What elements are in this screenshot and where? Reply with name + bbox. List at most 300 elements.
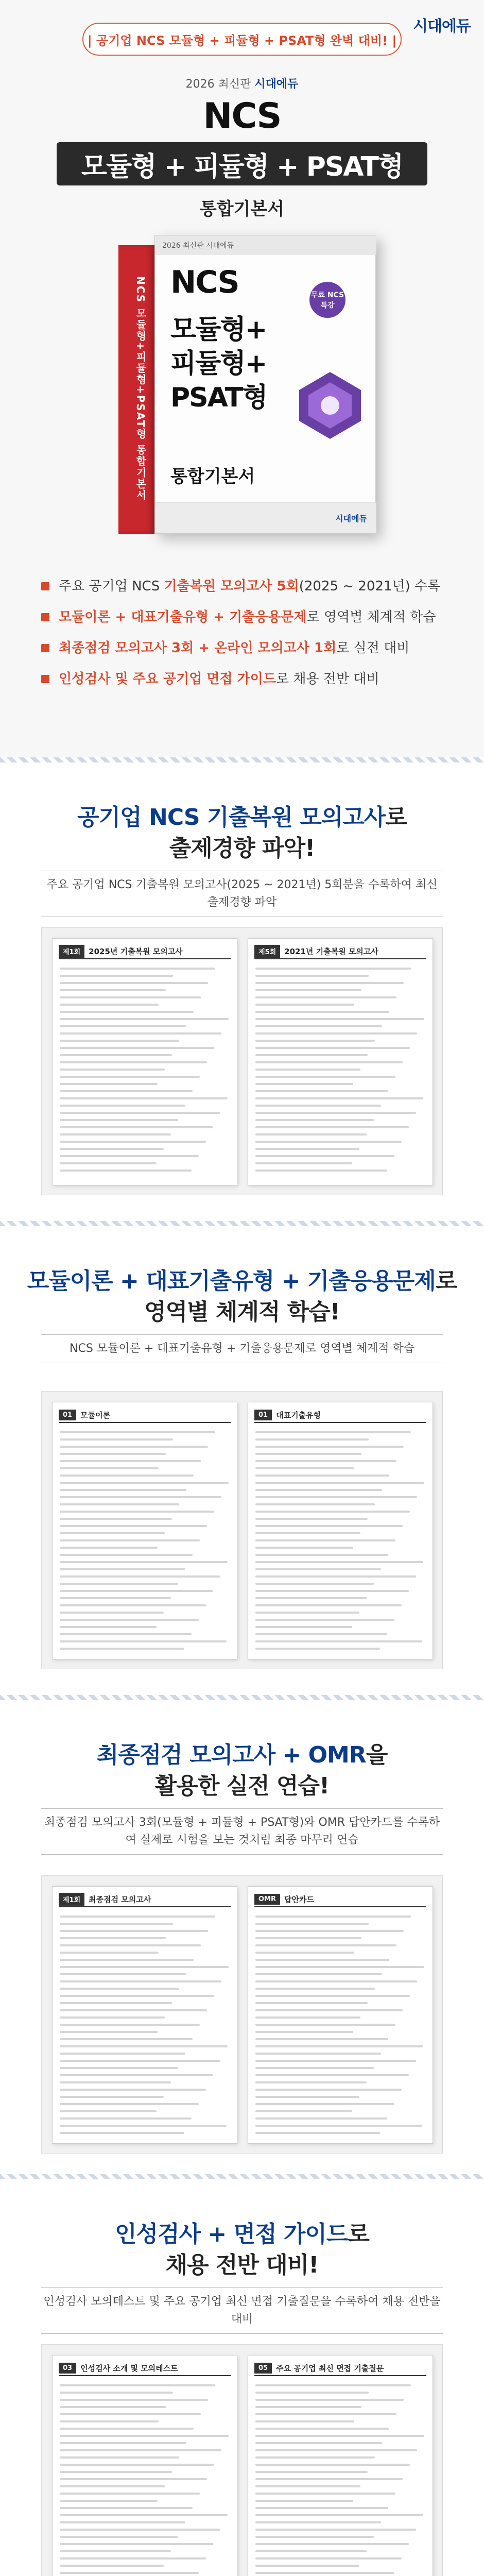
text-line	[255, 1112, 416, 1114]
text-line	[255, 2074, 409, 2076]
text-line	[255, 1083, 353, 1085]
text-line	[255, 1105, 381, 1107]
text-line	[255, 1438, 369, 1440]
heading-suffix: 을	[366, 1742, 388, 1768]
text-line	[255, 2456, 375, 2459]
cover-badge: 무료 NCS 특강	[309, 282, 345, 318]
sample-tag: 01	[254, 1410, 272, 1420]
text-line	[60, 2536, 178, 2538]
text-line	[60, 1532, 165, 1534]
section-divider	[0, 757, 484, 762]
text-line	[255, 2435, 424, 2437]
text-line	[60, 1076, 200, 1078]
hero-type: 통합기본서	[199, 199, 285, 219]
hero-subtitle	[0, 75, 484, 91]
sample-tag: 제1회	[59, 945, 84, 958]
text-line	[255, 996, 396, 998]
text-line	[60, 1648, 184, 1650]
text-line	[60, 2096, 164, 2098]
bullet-icon	[41, 582, 49, 590]
text-line	[255, 1032, 417, 1035]
text-line	[60, 2478, 207, 2480]
sample-tag: 제5회	[254, 945, 280, 958]
text-line	[255, 1980, 417, 1982]
text-line	[255, 2565, 359, 2567]
text-line	[60, 1930, 208, 1932]
hero-badge: | 공기업 NCS 모듈형 + 피듈형 + PSAT형 완벽 대비! |	[82, 23, 402, 56]
text-line	[255, 1575, 416, 1578]
text-line	[60, 1973, 186, 1975]
sample-preview	[41, 927, 443, 1195]
text-line	[255, 2413, 396, 2415]
text-line	[255, 1561, 423, 1563]
heading-suffix: 로	[385, 804, 407, 831]
text-line	[60, 2009, 207, 2011]
text-line	[255, 1004, 354, 1006]
text-line	[60, 2103, 199, 2105]
spine-text: NCS 모듈형+피듈형+PSAT형 통합기본서	[134, 276, 147, 501]
point-text: 로 실전 대비	[336, 640, 410, 656]
hero-point	[41, 639, 443, 657]
text-line	[60, 1126, 213, 1128]
text-line	[60, 2493, 200, 2495]
text-line	[255, 2464, 410, 2466]
bullet-icon	[41, 675, 49, 683]
text-line	[60, 1539, 200, 1541]
text-line	[60, 2521, 185, 2523]
text-line	[255, 2002, 368, 2004]
text-line	[60, 1966, 229, 1968]
text-line	[255, 1612, 359, 1614]
text-line	[60, 968, 215, 970]
text-line	[255, 2536, 374, 2538]
section-divider	[0, 1221, 484, 1226]
text-line	[60, 2384, 215, 2386]
sample-preview	[41, 2344, 443, 2576]
book-cover	[154, 235, 376, 534]
text-line	[255, 1583, 374, 1585]
text-line	[60, 1575, 220, 1578]
text-line	[60, 1011, 194, 1013]
sample-page	[248, 938, 433, 1185]
text-line	[60, 1988, 179, 1990]
text-line	[60, 2399, 208, 2401]
hero-year: 2026 최신판	[185, 78, 251, 91]
sample-header	[254, 2361, 426, 2376]
text-line	[255, 2392, 369, 2394]
text-line	[60, 1597, 171, 1599]
text-line	[255, 1133, 367, 1136]
text-line	[255, 1626, 352, 1628]
text-line	[60, 1170, 192, 1172]
text-line	[60, 1937, 166, 1939]
heading-highlight: 공기업 NCS 기출복원 모의고사	[77, 804, 386, 831]
text-line	[60, 1069, 165, 1071]
text-line	[255, 1525, 403, 1527]
text-line	[255, 1453, 361, 1455]
text-line	[60, 2053, 185, 2055]
sample-title: 대표기출유형	[276, 1410, 321, 1420]
section-divider	[0, 2174, 484, 2179]
text-line	[255, 2053, 381, 2055]
text-line	[255, 2016, 360, 2019]
text-line	[60, 2456, 179, 2459]
text-line	[255, 1547, 353, 1549]
hero-point	[41, 577, 443, 596]
text-line	[255, 1162, 352, 1164]
text-line	[255, 1061, 403, 1063]
text-line	[255, 968, 411, 970]
text-line	[255, 1944, 396, 1946]
text-line	[60, 1018, 229, 1020]
book-image	[98, 235, 386, 544]
text-line	[255, 1568, 381, 1570]
section-heading	[0, 2215, 484, 2248]
text-line	[255, 1959, 389, 1961]
section-desc: 최종점검 모의고사 3회(모듈형 + 피듈형 + PSAT형)와 OMR 답안카드를 수록하여 실제로 시험을 보는 것처럼 최종 마무리 연습	[41, 1808, 443, 1855]
text-line	[60, 1083, 158, 1085]
text-line	[255, 1640, 422, 1642]
text-line	[60, 2572, 199, 2574]
text-line	[60, 2024, 200, 2026]
text-line	[60, 1952, 159, 1954]
text-line	[60, 1923, 173, 1925]
text-line	[60, 1568, 185, 1570]
text-line	[255, 1126, 409, 1128]
text-line	[255, 2500, 353, 2502]
cover-line-1: 모듈형+	[170, 314, 267, 345]
text-line	[255, 2572, 394, 2574]
sample-page	[52, 1886, 237, 2144]
text-line	[255, 2521, 381, 2523]
text-line	[255, 1633, 387, 1635]
text-line	[60, 1633, 192, 1635]
text-line	[255, 1973, 382, 1975]
text-line	[255, 975, 369, 977]
text-line	[255, 2550, 367, 2552]
text-line	[60, 1511, 214, 1513]
text-line	[60, 2045, 228, 2047]
section-heading	[0, 1262, 484, 1295]
text-line	[60, 2464, 214, 2466]
text-line	[60, 1482, 229, 1484]
text-line	[60, 1047, 214, 1049]
text-line	[60, 1590, 213, 1592]
text-line	[60, 2132, 184, 2134]
text-line	[255, 2507, 388, 2509]
text-line	[255, 1011, 389, 1013]
bullet-icon	[41, 613, 49, 621]
text-line	[255, 1047, 410, 1049]
cover-ncs: NCS	[170, 264, 239, 300]
text-line	[60, 1980, 221, 1982]
text-line	[255, 2067, 374, 2069]
sample-header	[254, 944, 426, 959]
text-line	[60, 1995, 214, 1997]
heading-highlight: 최종점검 모의고사 + OMR	[96, 1742, 366, 1768]
cover-line-3: PSAT형	[170, 382, 267, 413]
text-line	[60, 1547, 158, 1549]
text-line	[60, 1475, 194, 1477]
sample-tag: 05	[254, 2363, 272, 2374]
text-line	[255, 1503, 375, 1505]
text-line	[60, 1431, 215, 1433]
text-line	[60, 1148, 164, 1150]
sample-title: 모듈이론	[80, 1410, 111, 1420]
sample-tag: 제1회	[59, 1893, 84, 1906]
sample-page	[52, 1402, 237, 1659]
text-line	[255, 2449, 417, 2451]
text-line	[60, 2031, 158, 2033]
text-line	[255, 1467, 354, 1469]
text-line	[60, 989, 166, 991]
text-line	[60, 2060, 220, 2062]
sample-title: 주요 공기업 최신 면접 기출질문	[276, 2363, 384, 2373]
heading-suffix: 로	[435, 1268, 457, 1294]
text-line	[60, 2392, 173, 2394]
cover-logo: 시대에듀	[335, 514, 367, 523]
section-heading-2: 영역별 체계적 학습!	[144, 1299, 340, 1325]
text-line	[255, 1040, 375, 1042]
text-line	[255, 1532, 360, 1534]
text-line	[60, 1626, 157, 1628]
text-line	[255, 2471, 368, 2473]
text-line	[60, 2507, 193, 2509]
text-line	[255, 1054, 368, 1056]
sample-header	[59, 944, 231, 959]
text-line	[60, 1489, 186, 1491]
text-line	[60, 975, 173, 977]
text-line	[255, 1155, 394, 1157]
text-line	[60, 1061, 207, 1063]
text-line	[60, 982, 208, 984]
text-line	[60, 2557, 206, 2560]
text-line	[255, 2009, 403, 2011]
text-line	[255, 1590, 409, 1592]
text-line	[255, 2428, 389, 2430]
sample-title: 2021년 기출복원 모의고사	[284, 946, 378, 956]
hero-section	[0, 0, 484, 757]
text-line	[255, 2132, 380, 2134]
text-line	[255, 1431, 411, 1433]
text-line	[255, 2089, 402, 2091]
text-line	[60, 2449, 221, 2451]
text-line	[60, 2550, 171, 2552]
text-line	[60, 2442, 186, 2444]
text-line	[60, 1561, 228, 1563]
text-line	[255, 2031, 353, 2033]
text-line	[60, 2413, 201, 2415]
text-line	[60, 2485, 165, 2487]
omr-sheet	[248, 1886, 433, 2144]
sample-preview	[41, 1391, 443, 1669]
point-highlight: 모듈이론 + 대표기출유형 + 기출응용문제	[59, 609, 307, 625]
book-spine	[118, 245, 154, 534]
section-desc: NCS 모듈이론 + 대표기출유형 + 기출응용문제로 영역별 체계적 학습	[41, 1334, 443, 1363]
text-line	[255, 1952, 354, 1954]
text-line	[255, 2399, 404, 2401]
hero-points	[41, 577, 443, 701]
text-line	[60, 1916, 215, 1918]
text-line	[255, 1554, 388, 1556]
text-line	[60, 2435, 229, 2437]
feature-section-2	[0, 1221, 484, 1695]
text-line	[255, 1966, 424, 1968]
text-line	[60, 2529, 220, 2531]
sample-page	[52, 2355, 237, 2576]
text-line	[255, 2485, 360, 2487]
text-line	[255, 1119, 374, 1121]
text-line	[255, 2045, 423, 2047]
sample-page	[248, 1402, 433, 1659]
section-desc: 인성검사 모의테스트 및 주요 공기업 최신 면접 기출질문을 수록하여 채용 전반을 대비	[41, 2287, 443, 2334]
text-line	[60, 1496, 221, 1498]
brand-logo: 시대에듀	[413, 18, 471, 36]
text-line	[60, 2500, 158, 2502]
text-line	[60, 1503, 179, 1505]
text-line	[60, 2471, 172, 2473]
text-line	[255, 1076, 395, 1078]
text-line	[255, 1025, 382, 1027]
point-text: 주요 공기업 NCS	[59, 579, 164, 594]
text-line	[255, 2110, 352, 2112]
text-line	[60, 1453, 166, 1455]
text-line	[255, 1539, 395, 1541]
text-line	[60, 1619, 199, 1621]
sample-header	[59, 1408, 231, 1423]
text-line	[255, 2493, 395, 2495]
text-line	[60, 2428, 194, 2430]
text-line	[255, 2103, 394, 2105]
text-line	[60, 1105, 185, 1107]
text-line	[60, 1162, 157, 1164]
text-line	[60, 1004, 159, 1006]
point-highlight: 기출복원 모의고사 5회	[164, 579, 299, 594]
sample-title: 2025년 기출복원 모의고사	[89, 946, 183, 956]
heading-highlight: 인성검사 + 면접 가이드	[115, 2221, 348, 2247]
text-line	[60, 1612, 164, 1614]
text-line	[255, 2024, 395, 2026]
sample-header	[59, 2361, 231, 2376]
text-line	[255, 2514, 423, 2516]
cover-line-2: 피듈형+	[170, 348, 267, 379]
text-line	[60, 2067, 178, 2069]
text-line	[255, 2529, 416, 2531]
text-line	[60, 1959, 194, 1961]
sample-title: 최종점검 모의고사	[89, 1894, 151, 1904]
text-line	[255, 2038, 388, 2040]
text-line	[60, 1040, 179, 1042]
hero-point	[41, 608, 443, 626]
point-text: (2025 ~ 2021년) 수록	[299, 579, 441, 594]
section-heading-2: 채용 전반 대비!	[165, 2252, 319, 2278]
text-line	[60, 1141, 206, 1143]
text-line	[60, 1112, 220, 1114]
sample-tag: OMR	[254, 1894, 280, 1905]
text-line	[60, 1467, 159, 1469]
text-line	[255, 1460, 396, 1462]
sample-header	[254, 1892, 426, 1907]
text-line	[255, 2543, 409, 2545]
sample-tag: 03	[59, 2363, 76, 2374]
text-line	[60, 1640, 227, 1642]
text-line	[255, 1604, 402, 1606]
section-heading	[0, 1736, 484, 1769]
text-line	[60, 1097, 228, 1099]
text-line	[60, 2074, 213, 2076]
text-line	[255, 1930, 404, 1932]
section-heading	[0, 799, 484, 832]
text-line	[255, 1988, 375, 1990]
sample-title: 인성검사 소개 및 모의테스트	[80, 2363, 178, 2373]
text-line	[60, 1133, 171, 1136]
text-line	[60, 1446, 208, 1448]
bullet-icon	[41, 644, 49, 652]
text-line	[255, 1597, 367, 1599]
hero-ncs: NCS	[203, 96, 281, 137]
text-line	[255, 2420, 354, 2422]
heading-highlight: 모듈이론 + 대표기출유형 + 기출응용문제	[27, 1268, 436, 1294]
text-line	[60, 1090, 193, 1092]
text-line	[60, 1025, 186, 1027]
feature-section-1	[0, 757, 484, 1221]
text-line	[255, 1148, 359, 1150]
text-line	[60, 1554, 193, 1556]
text-line	[255, 1475, 389, 1477]
text-line	[60, 2089, 206, 2091]
text-line	[60, 1604, 206, 1606]
text-line	[60, 2038, 193, 2040]
text-line	[255, 2557, 402, 2560]
text-line	[255, 2117, 387, 2120]
text-line	[255, 1141, 402, 1143]
section-desc: 주요 공기업 NCS 기출복원 모의고사(2025 ~ 2021년) 5회분을 수록하여 최신 출제경향 파악	[41, 871, 443, 917]
text-line	[255, 2096, 359, 2098]
cover-shape-icon	[294, 369, 366, 442]
text-line	[60, 1460, 201, 1462]
text-line	[255, 1170, 387, 1172]
text-line	[255, 1937, 361, 1939]
text-line	[255, 1489, 382, 1491]
text-line	[255, 1018, 424, 1020]
text-line	[255, 1995, 410, 1997]
text-line	[255, 2478, 403, 2480]
text-line	[60, 2420, 159, 2422]
text-line	[255, 1916, 411, 1918]
text-line	[255, 1097, 423, 1099]
text-line	[255, 1511, 410, 1513]
text-line	[255, 2406, 361, 2408]
hero-title: 모듈형 + 피듈형 + PSAT형	[57, 142, 427, 185]
text-line	[60, 2016, 165, 2019]
section-heading-2: 출제경향 파악!	[169, 835, 315, 861]
text-line	[255, 982, 404, 984]
text-line	[60, 1525, 207, 1527]
hero-point	[41, 670, 443, 688]
sample-header	[254, 1408, 426, 1423]
text-line	[60, 1032, 221, 1035]
sample-page	[248, 2355, 433, 2576]
text-line	[60, 2117, 192, 2120]
sample-header	[59, 1892, 231, 1907]
text-line	[255, 1446, 404, 1448]
text-line	[255, 2081, 367, 2083]
text-line	[255, 1619, 394, 1621]
text-line	[60, 1518, 172, 1520]
heading-suffix: 로	[348, 2221, 369, 2247]
text-line	[60, 1155, 199, 1157]
text-line	[60, 2002, 172, 2004]
